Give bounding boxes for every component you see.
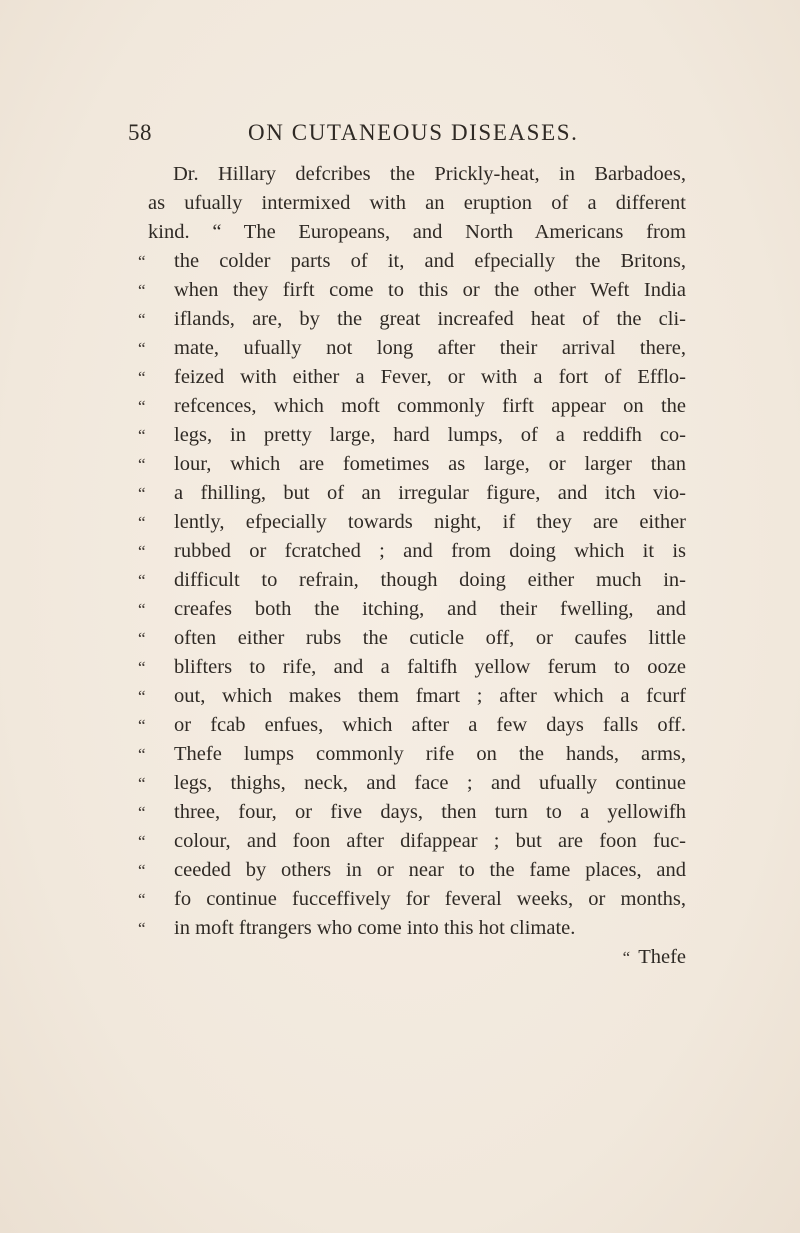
catchword bbox=[148, 943, 686, 972]
quote-mark: “ bbox=[138, 658, 146, 677]
line-text: in moft ftrangers who come into this hot climate. bbox=[174, 917, 576, 939]
text-line bbox=[138, 276, 686, 305]
text-line bbox=[138, 769, 686, 798]
line-text: a fhilling, but of an irregular figure, and itch vio- bbox=[174, 482, 686, 504]
quote-mark: “ bbox=[138, 803, 146, 822]
line-text: or fcab enfues, which after a few days falls off. bbox=[174, 714, 686, 736]
line-text: fo continue fucceffively for feveral weeks, or months, bbox=[174, 888, 686, 910]
line-text: ceeded by others in or near to the fame places, and bbox=[174, 859, 686, 881]
text-line bbox=[138, 827, 686, 856]
quote-mark: “ bbox=[138, 513, 146, 532]
line-text: when they firft come to this or the other Weft India bbox=[174, 279, 686, 301]
line-text: three, four, or five days, then turn to a yellowifh bbox=[174, 801, 686, 823]
line-text: out, which makes them fmart ; after which a fcurf bbox=[174, 685, 686, 707]
line-text: mate, ufually not long after their arrival there, bbox=[174, 337, 686, 359]
quote-mark: “ bbox=[138, 890, 146, 909]
quote-mark: “ bbox=[138, 542, 146, 561]
text-line bbox=[138, 566, 686, 595]
text-line bbox=[138, 682, 686, 711]
line-text: rubbed or fcratched ; and from doing which it is bbox=[174, 540, 686, 562]
text-line bbox=[138, 450, 686, 479]
line-text: Dr. Hillary defcribes the Prickly-heat, in Barbadoes, bbox=[173, 163, 686, 185]
quote-mark: “ bbox=[138, 339, 146, 358]
running-head bbox=[128, 120, 688, 154]
text-line bbox=[138, 334, 686, 363]
text-line bbox=[138, 508, 686, 537]
line-text: kind. “ The Europeans, and North Americans from bbox=[148, 221, 686, 243]
quote-mark: “ bbox=[138, 281, 146, 300]
quote-mark: “ bbox=[138, 571, 146, 590]
line-text: lour, which are fometimes as large, or larger than bbox=[174, 453, 686, 475]
line-text: lently, efpecially towards night, if they are either bbox=[174, 511, 686, 533]
quote-mark: “ bbox=[138, 687, 146, 706]
page-number: 58 bbox=[128, 120, 152, 145]
catchword-text: Thefe bbox=[638, 946, 686, 968]
line-text: colour, and foon after difappear ; but are foon fuc- bbox=[174, 830, 686, 852]
text-line bbox=[138, 392, 686, 421]
text-line bbox=[148, 189, 686, 218]
quote-mark: “ bbox=[138, 600, 146, 619]
quote-mark: “ bbox=[138, 745, 146, 764]
text-line bbox=[148, 160, 686, 189]
quote-mark: “ bbox=[138, 629, 146, 648]
text-line bbox=[138, 798, 686, 827]
quote-mark: “ bbox=[138, 310, 146, 329]
text-line bbox=[138, 914, 686, 943]
quote-mark: “ bbox=[138, 716, 146, 735]
text-line bbox=[138, 653, 686, 682]
quote-mark: “ bbox=[138, 774, 146, 793]
quote-mark: “ bbox=[622, 948, 631, 967]
quote-mark: “ bbox=[138, 397, 146, 416]
quote-mark: “ bbox=[138, 484, 146, 503]
quote-mark: “ bbox=[138, 252, 146, 271]
quote-mark: “ bbox=[138, 455, 146, 474]
text-line bbox=[138, 856, 686, 885]
line-text: creafes both the itching, and their fwelling, and bbox=[174, 598, 686, 620]
text-line bbox=[138, 711, 686, 740]
quote-mark: “ bbox=[138, 832, 146, 851]
line-text: often either rubs the cuticle off, or caufes little bbox=[174, 627, 686, 649]
line-text: legs, in pretty large, hard lumps, of a reddifh co- bbox=[174, 424, 686, 446]
text-line bbox=[138, 247, 686, 276]
text-line bbox=[138, 537, 686, 566]
quote-mark: “ bbox=[138, 368, 146, 387]
text-line bbox=[138, 624, 686, 653]
line-text: the colder parts of it, and efpecially the Britons, bbox=[174, 250, 686, 272]
text-line bbox=[138, 595, 686, 624]
quote-mark: “ bbox=[138, 861, 146, 880]
line-text: as ufually intermixed with an eruption of a different bbox=[148, 192, 686, 214]
text-line bbox=[138, 885, 686, 914]
body-text bbox=[138, 160, 686, 972]
text-line bbox=[138, 305, 686, 334]
text-line bbox=[138, 421, 686, 450]
line-text: iflands, are, by the great increafed heat of the cli- bbox=[174, 308, 686, 330]
line-text: feized with either a Fever, or with a fort of Efflo- bbox=[174, 366, 686, 388]
text-line bbox=[148, 218, 686, 247]
line-text: refcences, which moft commonly firft appear on the bbox=[174, 395, 686, 417]
line-text: legs, thighs, neck, and face ; and ufually continue bbox=[174, 772, 686, 794]
quote-mark: “ bbox=[138, 426, 146, 445]
line-text: Thefe lumps commonly rife on the hands, arms, bbox=[174, 743, 686, 765]
quote-mark: “ bbox=[138, 919, 146, 938]
running-title: ON CUTANEOUS DISEASES. bbox=[248, 120, 579, 145]
text-line bbox=[138, 479, 686, 508]
text-line bbox=[138, 363, 686, 392]
text-line bbox=[138, 740, 686, 769]
line-text: difficult to refrain, though doing either much in- bbox=[174, 569, 686, 591]
line-text: blifters to rife, and a faltifh yellow ferum to ooze bbox=[174, 656, 686, 678]
